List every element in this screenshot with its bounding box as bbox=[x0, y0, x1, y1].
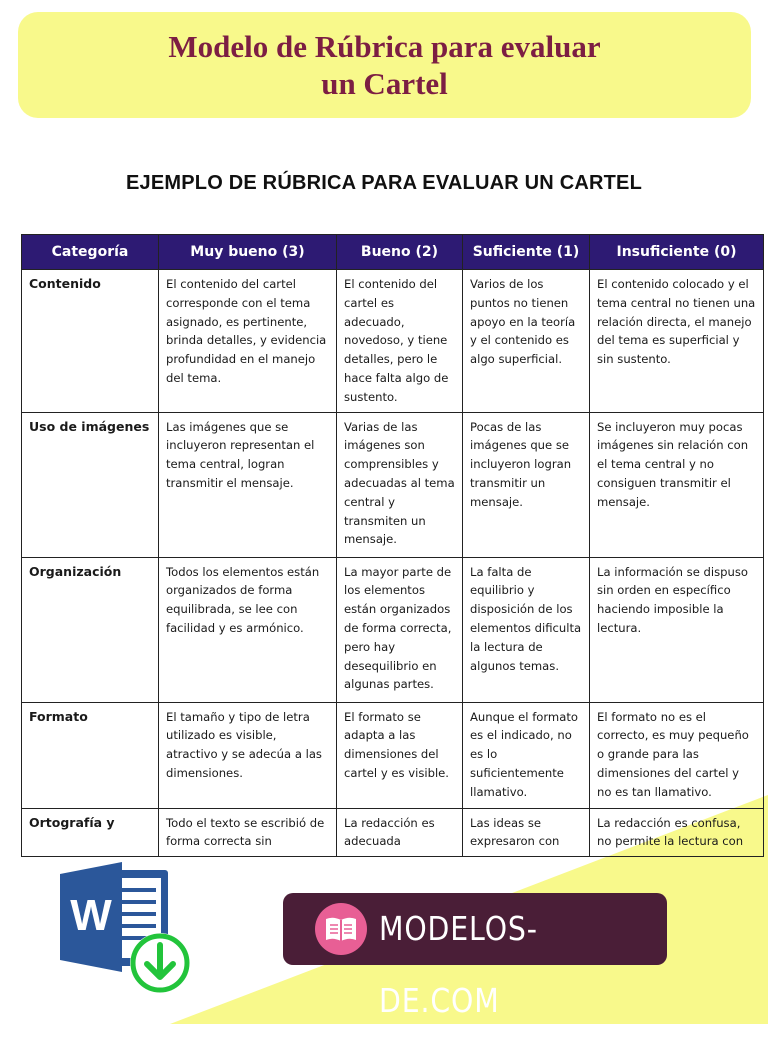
table-cell: Las imágenes que se incluyeron representan el tema central, logran transmitir el mensaje. bbox=[159, 412, 337, 557]
table-cell: La redacción es adecuada bbox=[337, 808, 463, 857]
table-cell: Se incluyeron muy pocas imágenes sin relación con el tema central y no consiguen transmitir el mensaje. bbox=[590, 412, 764, 557]
table-row bbox=[22, 557, 764, 702]
table-cell: La falta de equilibrio y disposición de los elementos dificulta la lectura de algunos temas. bbox=[463, 557, 590, 702]
table-cell: El formato se adapta a las dimensiones del cartel y es visible. bbox=[337, 702, 463, 808]
brand-name: MODELOS-DE.COM bbox=[379, 909, 538, 1020]
table-row bbox=[22, 702, 764, 808]
table-cell: El tamaño y tipo de letra utilizado es visible, atractivo y se adecúa a las dimensiones. bbox=[159, 702, 337, 808]
page-title-line-2: un Cartel bbox=[321, 66, 448, 101]
table-cell: Todos los elementos están organizados de forma equilibrada, se lee con facilidad y es armónico. bbox=[159, 557, 337, 702]
category-cell: Ortografía y bbox=[22, 808, 159, 857]
page-title-line-1: Modelo de Rúbrica para evaluar bbox=[168, 29, 601, 64]
table-row bbox=[22, 808, 764, 857]
table-cell: Pocas de las imágenes que se incluyeron logran transmitir un mensaje. bbox=[463, 412, 590, 557]
table-cell: Aunque el formato es el indicado, no es lo suficientemente llamativo. bbox=[463, 702, 590, 808]
table-header-row bbox=[22, 235, 764, 270]
category-cell: Uso de imágenes bbox=[22, 412, 159, 557]
svg-text:W: W bbox=[70, 891, 112, 940]
column-header: Categoría bbox=[22, 235, 159, 270]
table-row bbox=[22, 270, 764, 413]
column-header: Suficiente (1) bbox=[463, 235, 590, 270]
column-header: Insuficiente (0) bbox=[590, 235, 764, 270]
table-cell: Varios de los puntos no tienen apoyo en la teoría y el contenido es algo superficial. bbox=[463, 270, 590, 413]
table-row bbox=[22, 412, 764, 557]
table-cell: El contenido colocado y el tema central no tienen una relación directa, el manejo del tema es superficial y sin sustento. bbox=[590, 270, 764, 413]
brand-banner[interactable] bbox=[283, 893, 667, 1020]
title-banner bbox=[18, 12, 751, 118]
column-header: Muy bueno (3) bbox=[159, 235, 337, 270]
table-cell: La redacción es confusa, no permite la lectura con bbox=[590, 808, 764, 857]
table-cell: La información se dispuso sin orden en específico haciendo imposible la lectura. bbox=[590, 557, 764, 702]
rubric-table bbox=[21, 234, 764, 857]
table-cell: El contenido del cartel es adecuado, novedoso, y tiene detalles, pero le hace falta algo de sustento. bbox=[337, 270, 463, 413]
table-cell: Las ideas se expresaron con bbox=[463, 808, 590, 857]
table-cell: El contenido del cartel corresponde con el tema asignado, es pertinente, brinda detalles, y evidencia profundidad en el manejo del tema. bbox=[159, 270, 337, 413]
rubric-table-container bbox=[21, 234, 763, 849]
microsoft-word-download-icon[interactable] bbox=[56, 858, 198, 998]
rubric-subtitle: EJEMPLO DE RÚBRICA PARA EVALUAR UN CARTEL bbox=[126, 172, 642, 194]
category-cell: Contenido bbox=[22, 270, 159, 413]
table-cell: Todo el texto se escribió de forma correcta sin bbox=[159, 808, 337, 857]
table-cell: Varias de las imágenes son comprensibles y adecuadas al tema central y transmiten un mensaje. bbox=[337, 412, 463, 557]
open-book-icon bbox=[315, 903, 367, 955]
table-cell: La mayor parte de los elementos están organizados de forma correcta, pero hay desequilibrio en algunas partes. bbox=[337, 557, 463, 702]
category-cell: Formato bbox=[22, 702, 159, 808]
column-header: Bueno (2) bbox=[337, 235, 463, 270]
category-cell: Organización bbox=[22, 557, 159, 702]
table-cell: El formato no es el correcto, es muy pequeño o grande para las dimensiones del cartel y no es tan llamativo. bbox=[590, 702, 764, 808]
